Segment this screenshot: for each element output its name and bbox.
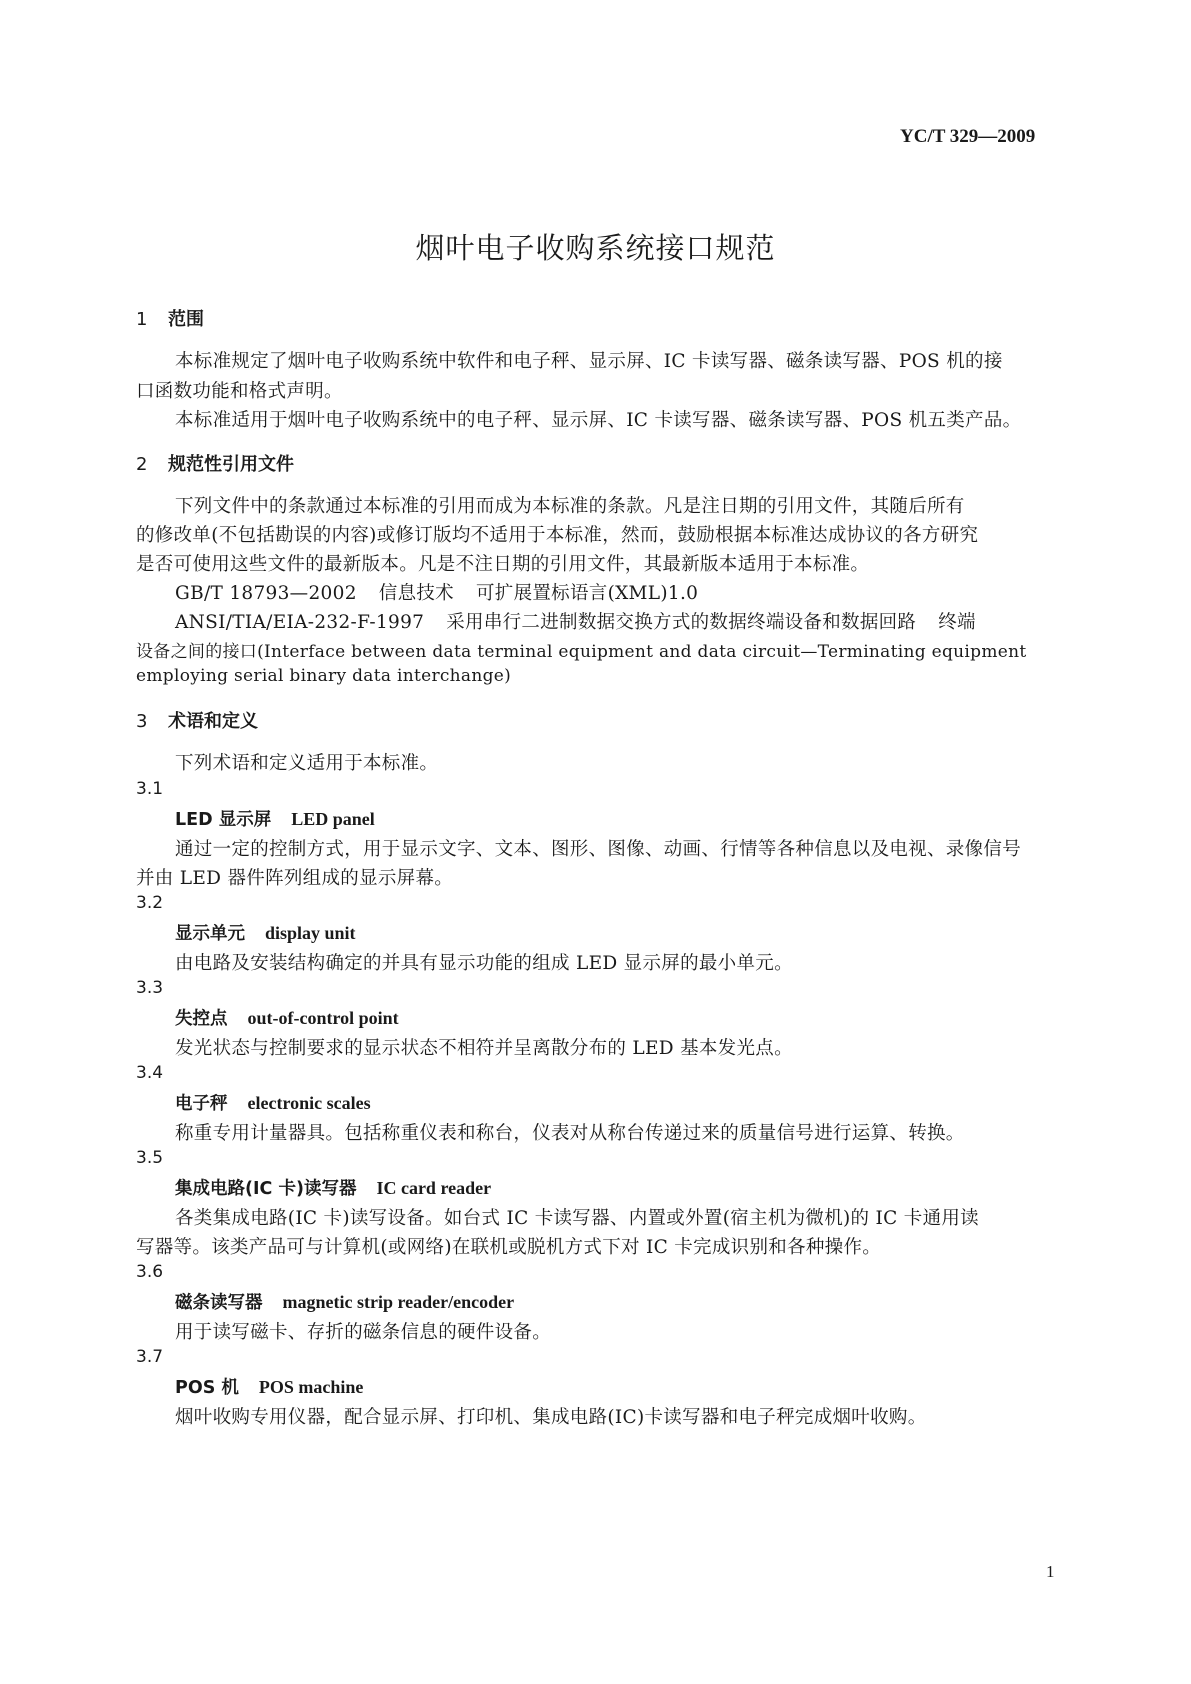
- term-heading: [175, 1374, 363, 1399]
- section-heading-scope: [136, 305, 204, 331]
- term-heading: [175, 1005, 399, 1030]
- term-cn: 磁条读写器: [175, 1293, 263, 1313]
- term-definition: 称重专用计量器具。包括称重仪表和称台，仪表对从称台传递过来的质量信号进行运算、转换。: [175, 1123, 965, 1144]
- paragraph-line: 本标准适用于烟叶电子收购系统中的电子秤、显示屏、IC 卡读写器、磁条读写器、POS 机五类产品。: [175, 410, 1022, 431]
- reference-entry: [175, 608, 976, 634]
- reference-title: 信息技术: [378, 583, 454, 604]
- term-en: LED panel: [291, 809, 375, 829]
- paragraph-line: 下列术语和定义适用于本标准。: [175, 753, 439, 774]
- term-heading: [175, 1289, 514, 1314]
- term-definition: 各类集成电路(IC 卡)读写设备。如台式 IC 卡读写器、内置或外置(宿主机为微机)的 IC 卡通用读: [175, 1208, 979, 1229]
- reference-code: ANSI/TIA/EIA-232-F-1997: [175, 612, 425, 633]
- section-number: 3: [136, 711, 148, 732]
- standard-number: YC/T 329—2009: [900, 126, 1036, 147]
- term-number: 3.1: [136, 779, 164, 799]
- reference-code: GB/T 18793—2002: [175, 583, 357, 604]
- term-cn: 集成电路(IC 卡)读写器: [175, 1179, 357, 1199]
- term-definition: 发光状态与控制要求的显示状态不相符并呈离散分布的 LED 基本发光点。: [175, 1038, 793, 1059]
- reference-entry: [175, 579, 698, 605]
- paragraph-line: 本标准规定了烟叶电子收购系统中软件和电子秤、显示屏、IC 卡读写器、磁条读写器、POS 机的接: [175, 351, 1003, 372]
- term-heading: [175, 1090, 371, 1115]
- reference-title-tail: 终端: [938, 612, 976, 633]
- section-heading-normative: [136, 450, 294, 476]
- term-en: display unit: [265, 923, 356, 943]
- term-definition: 用于读写磁卡、存折的磁条信息的硬件设备。: [175, 1322, 552, 1343]
- term-heading: [175, 920, 356, 945]
- term-definition: 烟叶收购专用仪器，配合显示屏、打印机、集成电路(IC)卡读写器和电子秤完成烟叶收购。: [175, 1407, 927, 1428]
- section-title: 范围: [168, 309, 204, 330]
- reference-continuation: employing serial binary data interchange): [136, 666, 512, 686]
- paragraph-line: 是否可使用这些文件的最新版本。凡是不注日期的引用文件，其最新版本适用于本标准。: [136, 554, 870, 575]
- term-cn: 显示单元: [175, 924, 245, 944]
- term-definition: 由电路及安装结构确定的并具有显示功能的组成 LED 显示屏的最小单元。: [175, 953, 793, 974]
- term-number: 3.5: [136, 1148, 164, 1168]
- term-heading: [175, 1175, 491, 1200]
- term-heading: [175, 806, 375, 831]
- term-cn: POS 机: [175, 1378, 239, 1398]
- page-title: 烟叶电子收购系统接口规范: [415, 231, 776, 265]
- term-cn: LED 显示屏: [175, 810, 272, 830]
- reference-title: 采用串行二进制数据交换方式的数据终端设备和数据回路: [446, 612, 917, 633]
- reference-continuation: 设备之间的接口(Interface between data terminal equipment and data circuit—Terminating equipment: [136, 642, 1027, 662]
- term-number: 3.2: [136, 893, 164, 913]
- section-title: 规范性引用文件: [168, 454, 294, 475]
- section-number: 1: [136, 309, 148, 330]
- term-en: magnetic strip reader/encoder: [282, 1292, 515, 1312]
- term-number: 3.7: [136, 1347, 164, 1367]
- term-cn: 失控点: [175, 1009, 228, 1029]
- section-number: 2: [136, 454, 148, 475]
- term-definition: 写器等。该类产品可与计算机(或网络)在联机或脱机方式下对 IC 卡完成识别和各种操作。: [136, 1237, 882, 1258]
- reference-subtitle: 可扩展置标语言(XML)1.0: [475, 583, 699, 604]
- page-number: 1: [1046, 1562, 1055, 1581]
- term-number: 3.6: [136, 1262, 164, 1282]
- term-cn: 电子秤: [175, 1094, 228, 1114]
- term-en: out-of-control point: [247, 1008, 399, 1028]
- term-definition: 并由 LED 器件阵列组成的显示屏幕。: [136, 868, 454, 889]
- term-number: 3.4: [136, 1063, 164, 1083]
- section-heading-terms: [136, 707, 258, 733]
- term-en: IC card reader: [376, 1178, 492, 1198]
- paragraph-line: 口函数功能和格式声明。: [136, 381, 343, 402]
- paragraph-line: 的修改单(不包括勘误的内容)或修订版均不适用于本标准，然而，鼓励根据本标准达成协议的各方研究: [136, 525, 979, 546]
- term-definition: 通过一定的控制方式，用于显示文字、文本、图形、图像、动画、行情等各种信息以及电视、录像信号: [175, 839, 1022, 860]
- section-title: 术语和定义: [168, 711, 258, 732]
- term-en: electronic scales: [247, 1093, 371, 1113]
- term-en: POS machine: [258, 1377, 364, 1397]
- term-number: 3.3: [136, 978, 164, 998]
- paragraph-line: 下列文件中的条款通过本标准的引用而成为本标准的条款。凡是注日期的引用文件，其随后所有: [175, 496, 965, 517]
